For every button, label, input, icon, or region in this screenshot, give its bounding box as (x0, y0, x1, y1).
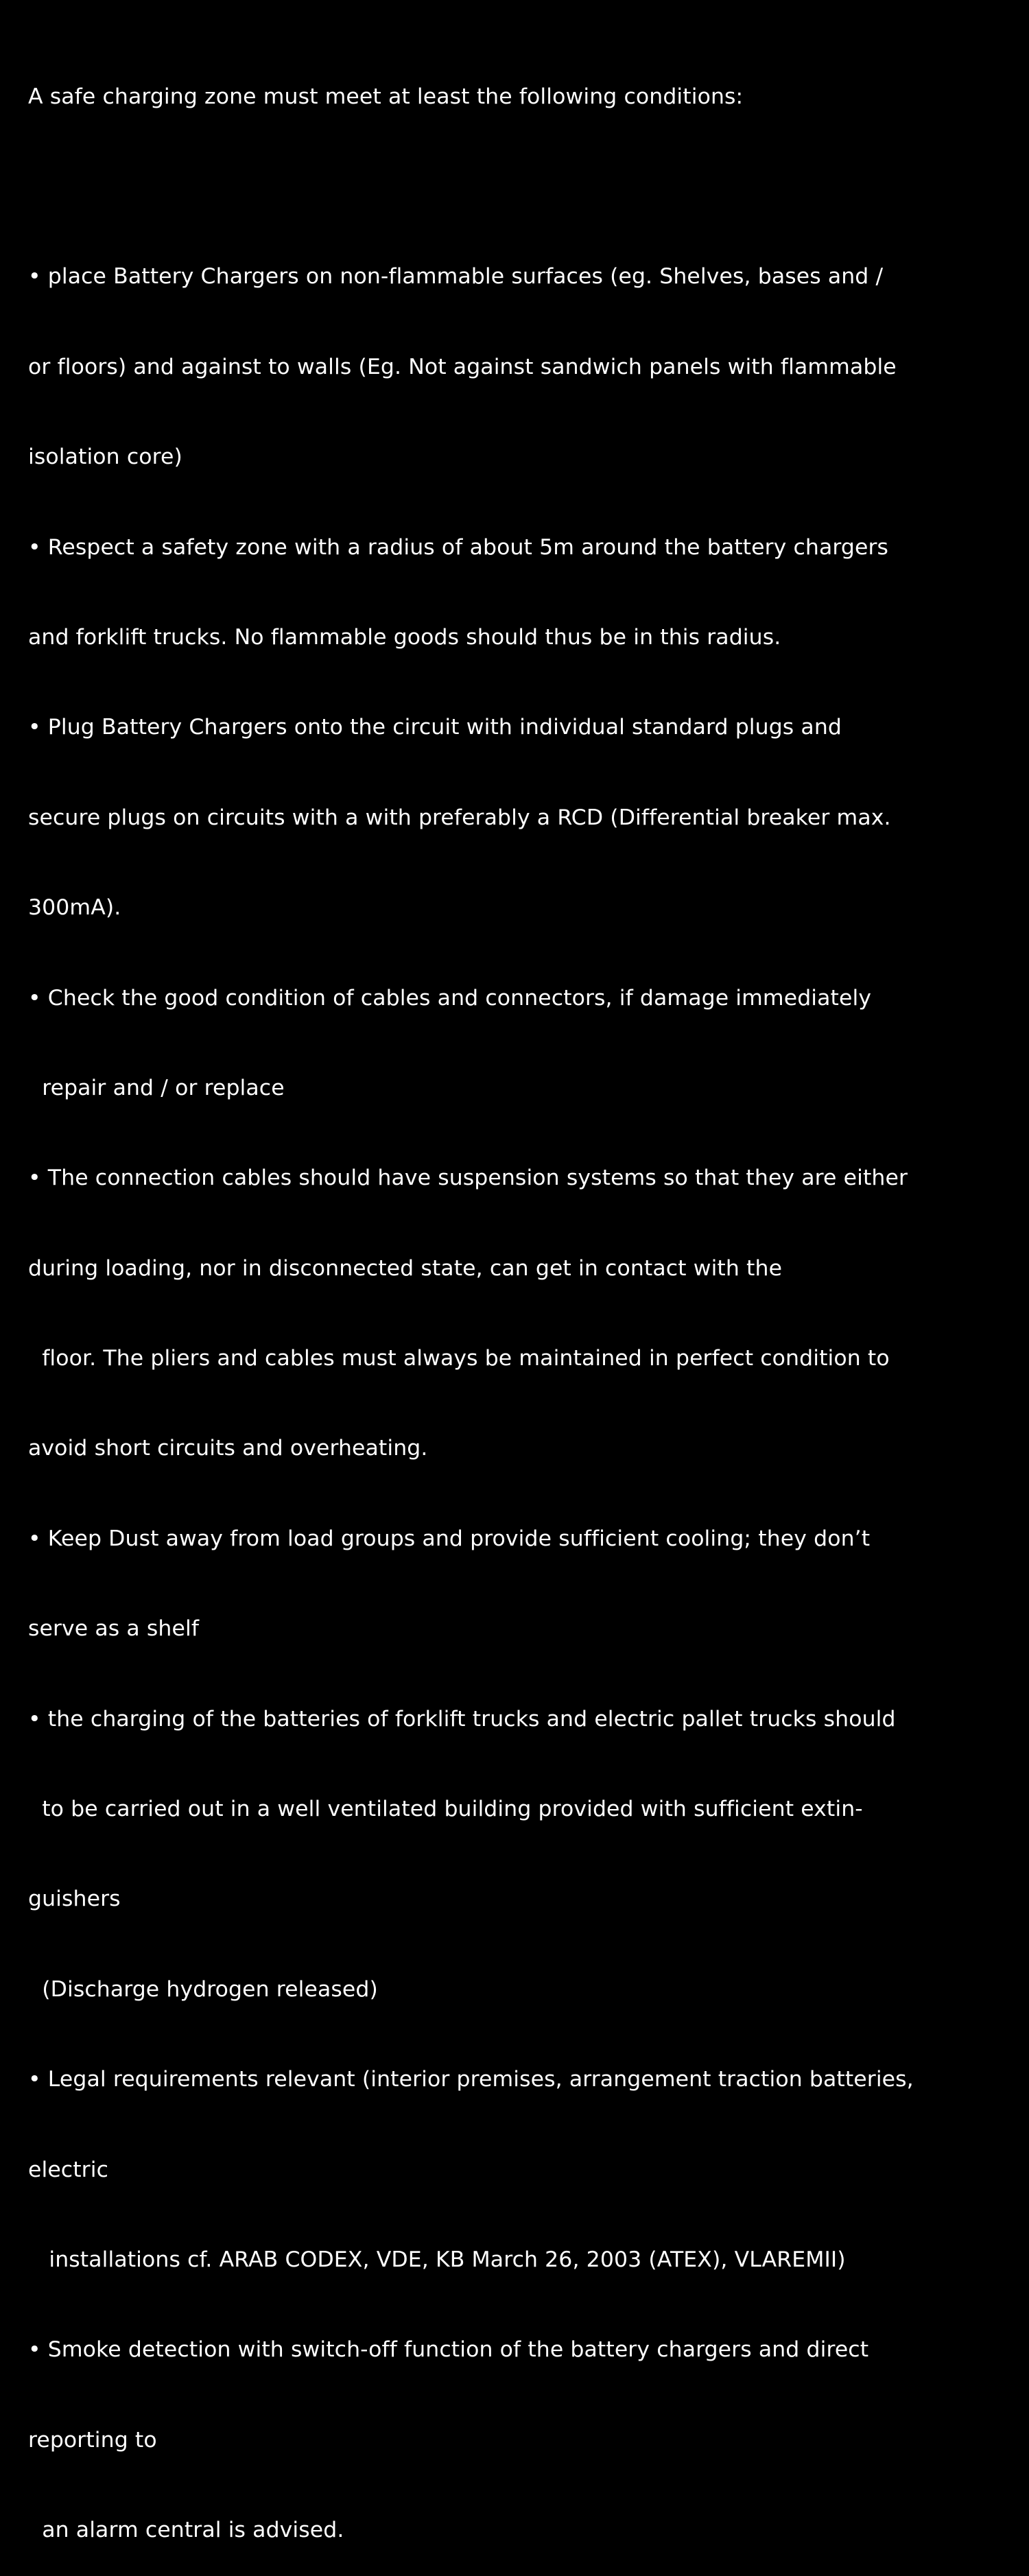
text-line: • Respect a safety zone with a radius of about 5m around the battery chargers (28, 534, 889, 560)
text-line: an alarm central is advised. (28, 2518, 344, 2543)
text-line: or floors) and against to walls (Eg. Not against sandwich panels with flammable (28, 354, 897, 379)
text-line: • Plug Battery Chargers onto the circuit with individual standard plugs and (28, 715, 842, 740)
text-line: • Legal requirements relevant (interior premises, arrangement traction batteries, (28, 2067, 914, 2092)
text-line: serve as a shelf (28, 1616, 200, 1642)
text-line: (Discharge hydrogen released) (28, 1976, 378, 2002)
text-line: • The connection cables should have suspension systems so that they are either (28, 1166, 908, 1191)
text-line: avoid short circuits and overheating. (28, 1436, 428, 1461)
blank-line (28, 172, 1016, 202)
text-line: • Smoke detection with switch-off function of the battery chargers and direct (28, 2337, 869, 2363)
text-line: installations cf. ARAB CODEX, VDE, KB March 26, 2003 (ATEX), VLAREMII) (28, 2247, 846, 2272)
intro-line: A safe charging zone must meet at least the following conditions: (28, 84, 744, 109)
text-line: and forklift trucks. No flammable goods should thus be in this radius. (28, 624, 781, 650)
text-line: • Check the good condition of cables and connectors, if damage immediately (28, 985, 872, 1011)
text-line: • place Battery Chargers on non-flammable surfaces (eg. Shelves, bases and / (28, 264, 884, 289)
text-line: to be carried out in a well ventilated building provided with sufficient extin- (28, 1797, 863, 1822)
document-body (28, 22, 1016, 2576)
text-line: isolation core) (28, 445, 182, 470)
text-line: during loading, nor in disconnected state, can get in contact with the (28, 1255, 783, 1281)
text-line: • Keep Dust away from load groups and provide sufficient cooling; they don’t (28, 1526, 871, 1551)
text-line: repair and / or replace (28, 1075, 285, 1100)
text-line: • the charging of the batteries of forklift trucks and electric pallet trucks should (28, 1706, 896, 1732)
text-line: 300mA). (28, 895, 121, 921)
text-line: electric (28, 2157, 109, 2182)
text-line: secure plugs on circuits with a with preferably a RCD (Differential breaker max. (28, 805, 891, 830)
text-line: guishers (28, 1887, 121, 1912)
text-line: floor. The pliers and cables must always be maintained in perfect condition to (28, 1346, 890, 1371)
text-line: reporting to (28, 2427, 157, 2453)
